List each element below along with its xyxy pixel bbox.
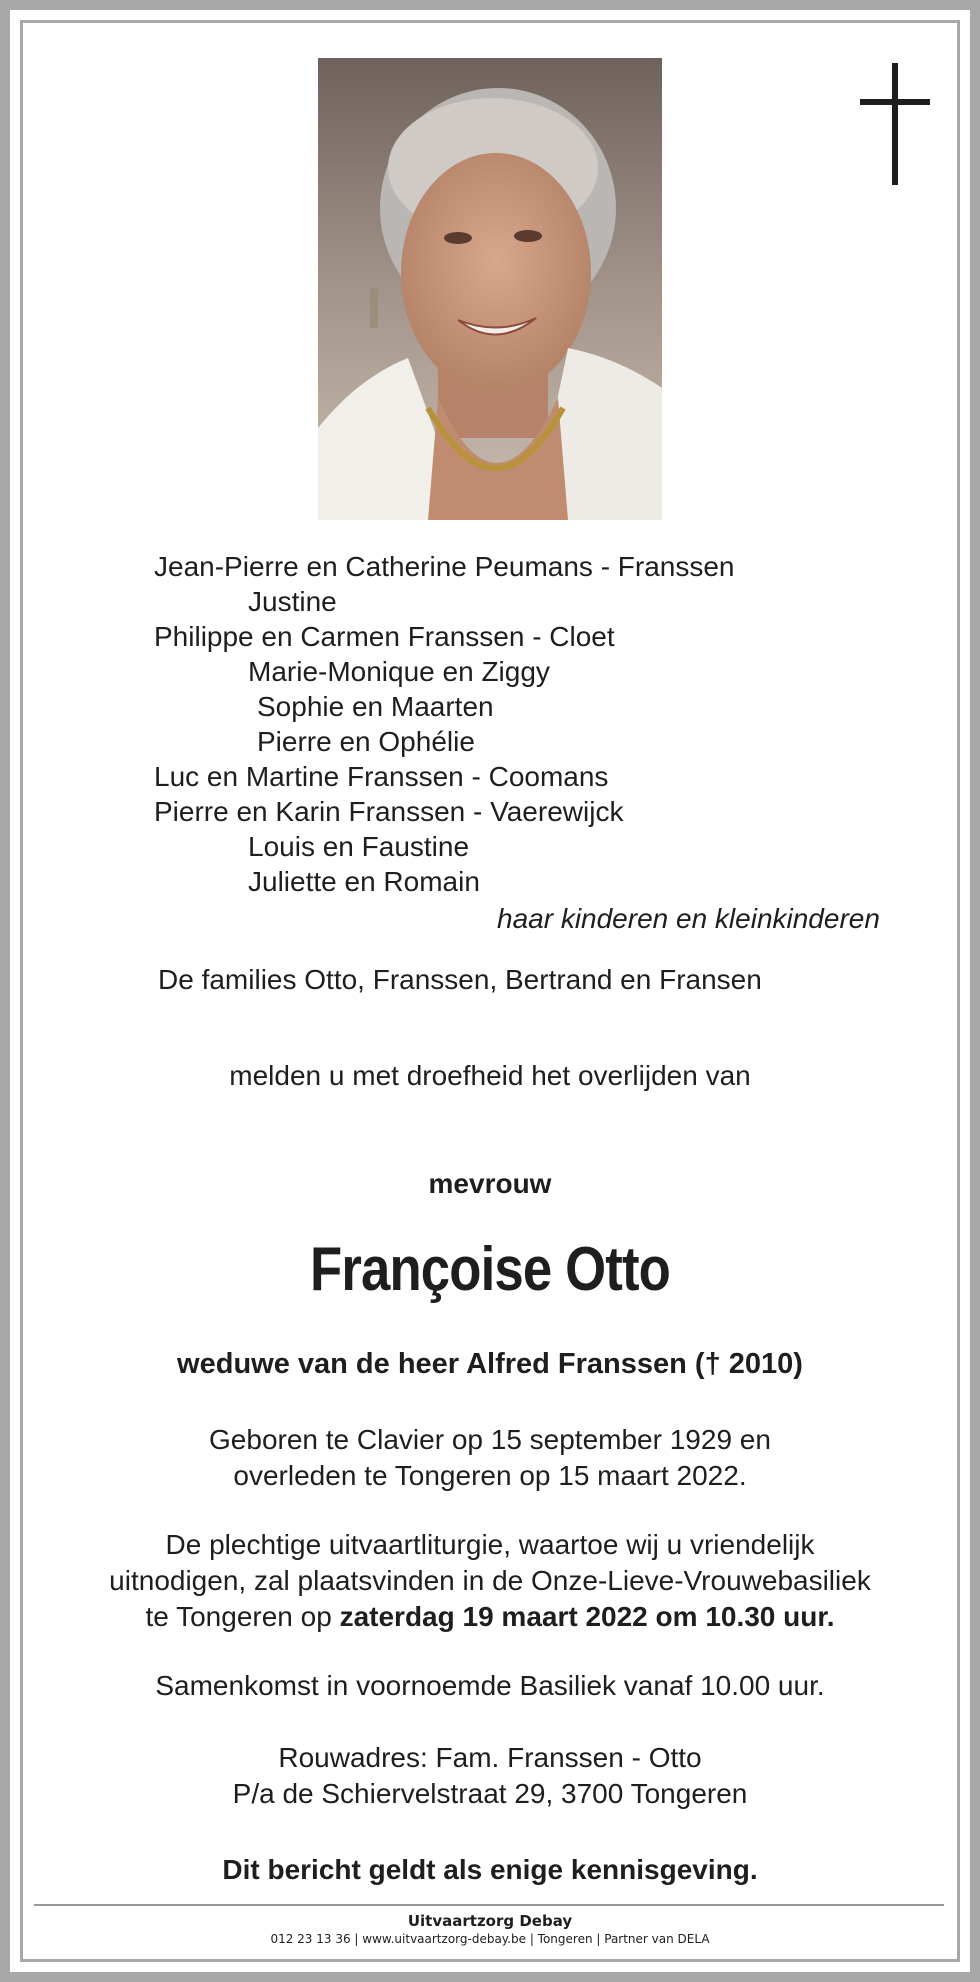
widow-text: weduwe van de heer Alfred Franssen († 2010) [177,1348,803,1380]
liturgy-line-3 [0,1599,980,1635]
footer-divider [34,1904,944,1906]
cross-icon [860,63,930,185]
birth-line-1: Geboren te Clavier op 15 september 1929 en [209,1424,771,1455]
portrait-photo [318,58,662,520]
liturgy-line-2: uitnodigen, zal plaatsvinden in de Onze-Lieve-Vrouwebasiliek [109,1565,871,1596]
liturgy-line-3-prefix: te Tongeren op [145,1601,340,1632]
family-line-9: Louis en Faustine [248,831,470,862]
liturgy-date: zaterdag 19 maart 2022 om 10.30 uur. [339,1601,835,1632]
footer-title: Uitvaartzorg Debay [407,1912,573,1930]
portrait-illustration [318,58,662,520]
relation-text: haar kinderen en kleinkinderen [497,903,880,934]
title-text: mevrouw [428,1168,552,1199]
notice-text: Dit bericht geldt als enige kennisgeving. [222,1854,758,1885]
family-line-7: Luc en Martine Franssen - Coomans [154,761,609,792]
deceased-name: Françoise Otto [309,1235,670,1304]
address-line-1: Rouwadres: Fam. Franssen - Otto [278,1742,702,1773]
family-line-3: Philippe en Carmen Franssen - Cloet [154,621,615,652]
footer-info: 012 23 13 36 | www.uitvaartzorg-debay.be | Tongeren | Partner van DELA [270,1932,710,1946]
announcement-text: melden u met droefheid het overlijden van [229,1060,751,1091]
family-line-10: Juliette en Romain [248,866,480,897]
birth-line-2: overleden te Tongeren op 15 maart 2022. [233,1460,747,1491]
family-line-4: Marie-Monique en Ziggy [248,656,550,687]
gathering-text: Samenkomst in voornoemde Basiliek vanaf 10.00 uur. [155,1670,825,1701]
family-line-1: Jean-Pierre en Catherine Peumans - Franssen [154,551,735,582]
family-line-6: Pierre en Ophélie [257,726,475,757]
families-text: De families Otto, Franssen, Bertrand en Fransen [158,964,762,995]
family-line-2: Justine [248,586,337,617]
family-line-5: Sophie en Maarten [257,691,494,722]
address-line-2: P/a de Schiervelstraat 29, 3700 Tongeren [232,1778,748,1809]
liturgy-line-1: De plechtige uitvaartliturgie, waartoe wij u vriendelijk [165,1529,815,1560]
family-line-8: Pierre en Karin Franssen - Vaerewijck [154,796,624,827]
